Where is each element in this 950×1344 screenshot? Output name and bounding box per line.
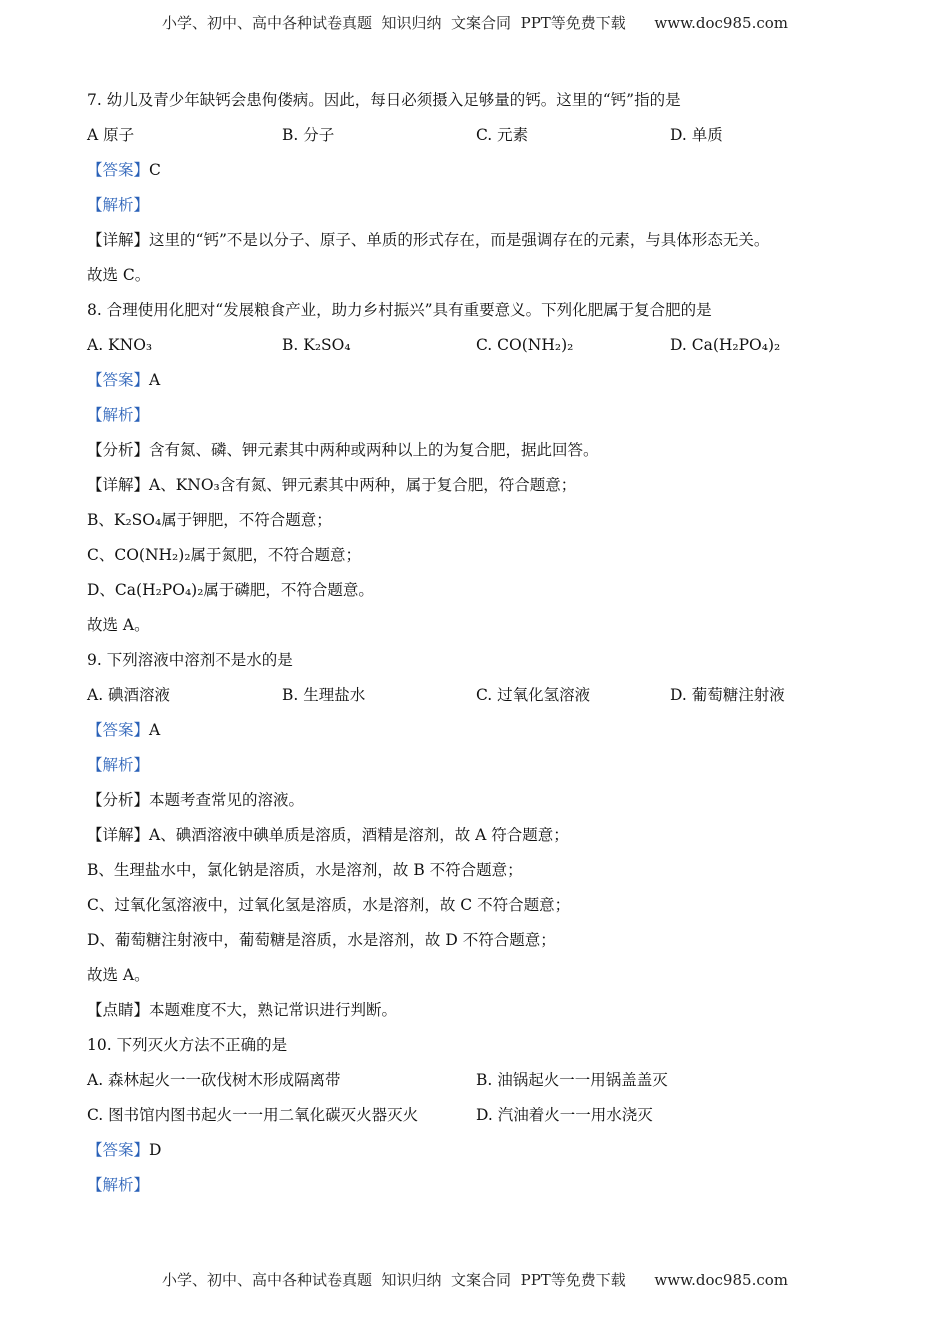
q7-analysis-label: 【解析】 — [87, 196, 150, 214]
q9-analysis-label: 【解析】 — [87, 756, 150, 774]
q9-fenxi: 【分析】本题考查常见的溶液。 — [87, 791, 305, 809]
q10-option-d: D. 汽油着火一一用水浇灭 — [476, 1106, 653, 1124]
q9-option-a: A. 碘酒溶液 — [87, 686, 171, 704]
q10-option-a: A. 森林起火一一砍伐树木形成隔离带 — [87, 1071, 341, 1089]
q7-conclusion: 故选 C。 — [87, 266, 151, 284]
q8-option-a: A. KNO₃ — [87, 336, 153, 354]
q9-conclusion: 故选 A。 — [87, 966, 150, 984]
q9-option-b: B. 生理盐水 — [282, 686, 366, 704]
q8-conclusion: 故选 A。 — [87, 616, 150, 634]
q9-detail-d: D、葡萄糖注射液中，葡萄糖是溶质，水是溶剂，故 D 不符合题意； — [87, 931, 556, 949]
q8-detail-b: B、K₂SO₄属于钾肥，不符合题意； — [87, 511, 332, 529]
q10-option-c: C. 图书馆内图书起火一一用二氧化碳灭火器灭火 — [87, 1106, 419, 1124]
question-8-stem: 8. 合理使用化肥对“发展粮食产业，助力乡村振兴”具有重要意义。下列化肥属于复合肥的是 — [87, 301, 712, 319]
q8-detail-c: C、CO(NH₂)₂属于氮肥，不符合题意； — [87, 546, 362, 564]
q9-detail-b: B、生理盐水中，氯化钠是溶质，水是溶剂，故 B 不符合题意； — [87, 861, 523, 879]
q7-answer: 【答案】C — [87, 161, 161, 179]
q7-detail: 【详解】这里的“钙”不是以分子、原子、单质的形式存在，而是强调存在的元素，与具体形态无关。 — [87, 231, 770, 249]
question-10-stem: 10. 下列灭火方法不正确的是 — [87, 1036, 288, 1054]
q9-dianjing: 【点睛】本题难度不大，熟记常识进行判断。 — [87, 1001, 398, 1019]
q8-option-c: C. CO(NH₂)₂ — [476, 336, 574, 354]
q10-analysis-label: 【解析】 — [87, 1176, 150, 1194]
page-footer: 小学、初中、高中各种试卷真题 知识归纳 文案合同 PPT等免费下载 www.doc985.com — [161, 1271, 788, 1289]
q10-option-b: B. 油锅起火一一用锅盖盖灭 — [476, 1071, 668, 1089]
q7-option-c: C. 元素 — [476, 126, 529, 144]
q8-analysis-label: 【解析】 — [87, 406, 150, 424]
q7-option-b: B. 分子 — [282, 126, 335, 144]
page-header: 小学、初中、高中各种试卷真题 知识归纳 文案合同 PPT等免费下载 www.doc985.com — [161, 14, 788, 32]
q8-option-b: B. K₂SO₄ — [282, 336, 351, 354]
question-9-stem: 9. 下列溶液中溶剂不是水的是 — [87, 651, 293, 669]
q8-option-d: D. Ca(H₂PO₄)₂ — [670, 336, 781, 354]
q9-detail-a: 【详解】A、碘酒溶液中碘单质是溶质，酒精是溶剂，故 A 符合题意； — [87, 826, 569, 844]
q7-option-a: A 原子 — [87, 126, 135, 144]
q9-option-c: C. 过氧化氢溶液 — [476, 686, 591, 704]
q7-option-d: D. 单质 — [670, 126, 723, 144]
q9-answer: 【答案】A — [87, 721, 161, 739]
q8-answer: 【答案】A — [87, 371, 161, 389]
q9-detail-c: C、过氧化氢溶液中，过氧化氢是溶质，水是溶剂，故 C 不符合题意； — [87, 896, 571, 914]
q8-detail-d: D、Ca(H₂PO₄)₂属于磷肥，不符合题意。 — [87, 581, 374, 599]
q8-fenxi: 【分析】含有氮、磷、钾元素其中两种或两种以上的为复合肥，据此回答。 — [87, 441, 599, 459]
q8-detail-a: 【详解】A、KNO₃含有氮、钾元素其中两种，属于复合肥，符合题意； — [87, 476, 577, 494]
q10-answer: 【答案】D — [87, 1141, 162, 1159]
question-7-stem: 7. 幼儿及青少年缺钙会患佝偻病。因此，每日必须摄入足够量的钙。这里的“钙”指的是 — [87, 91, 681, 109]
q9-option-d: D. 葡萄糖注射液 — [670, 686, 785, 704]
